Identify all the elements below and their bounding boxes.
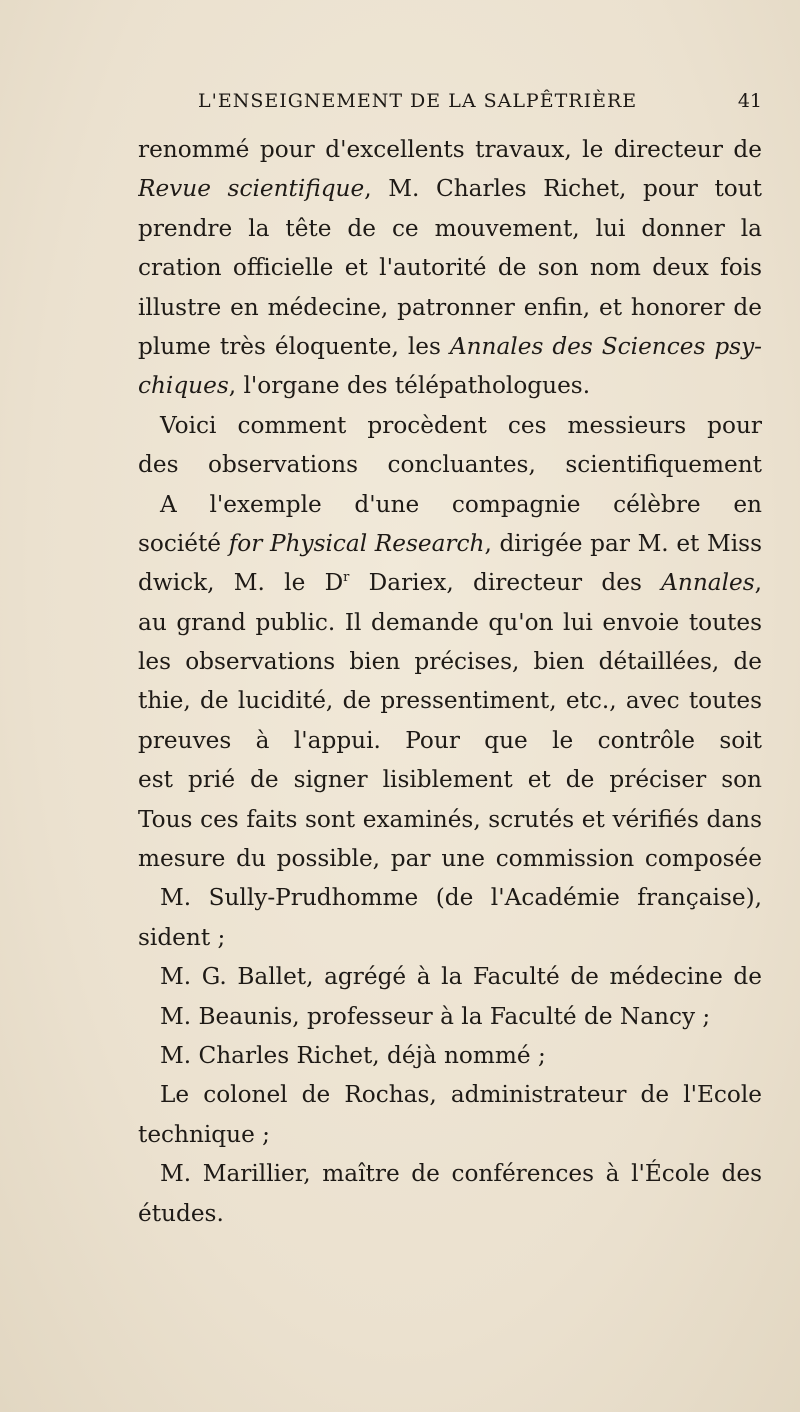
text-line <box>138 878 762 917</box>
text-segment: Tous ces faits sont examinés, scrutés et vérifiés dans <box>138 805 762 833</box>
text-line <box>138 800 762 839</box>
text-segment: est prié de signer lisiblement et de préciser son <box>138 766 762 794</box>
text-segment: , M. Charles Richet, pour tout <box>364 175 762 203</box>
text-line <box>138 1194 762 1233</box>
text-line <box>138 760 762 799</box>
text-segment: , dirigée par M. et Miss <box>484 529 762 557</box>
text-line <box>138 366 762 405</box>
text-line <box>138 209 762 248</box>
text-line <box>138 721 762 760</box>
text-segment: prendre la tête de ce mouvement, lui donner la <box>138 214 762 242</box>
text-segment: M. Marillier, maître de conférences à l'École des <box>160 1160 762 1188</box>
italic-text: for Physical Research <box>228 529 485 557</box>
text-line <box>138 957 762 996</box>
superscript: r <box>343 570 350 586</box>
text-line <box>138 918 762 957</box>
text-segment: au grand public. Il demande qu'on lui envoie toutes <box>138 608 762 636</box>
text-segment: mesure du possible, par une commission composée <box>138 845 762 873</box>
text-line <box>138 1154 762 1193</box>
text-segment: thie, de lucidité, de pressentiment, etc., avec toutes <box>138 687 762 715</box>
text-line <box>138 248 762 287</box>
text-segment: des observations concluantes, scientifiquement <box>138 451 762 479</box>
italic-text: chiques <box>138 372 229 400</box>
page-header <box>138 90 762 120</box>
text-line <box>138 524 762 563</box>
text-segment: Le colonel de Rochas, administrateur de l'Ecole <box>160 1081 762 1109</box>
text-line <box>138 169 762 208</box>
text-line <box>138 130 762 169</box>
body-text <box>138 130 762 1233</box>
text-line <box>138 839 762 878</box>
text-segment: Dariex, directeur des <box>349 569 662 597</box>
text-segment: renommé pour d'excellents travaux, le directeur de <box>138 136 762 163</box>
text-line <box>138 485 762 524</box>
italic-text: Revue scientifique <box>138 175 365 203</box>
text-segment: sident ; <box>138 923 226 951</box>
text-segment: les observations bien précises, bien détaillées, de <box>138 648 762 676</box>
text-segment: , l'organe des télépathologues. <box>228 372 591 400</box>
text-segment: preuves à l'appui. Pour que le contrôle soit <box>138 726 762 754</box>
text-line <box>138 1115 762 1154</box>
page-number: 41 <box>737 90 762 112</box>
text-line <box>138 327 762 366</box>
text-segment: A l'exemple d'une compagnie célèbre en <box>160 490 762 518</box>
text-segment: société <box>138 529 229 557</box>
text-line <box>138 445 762 484</box>
text-segment: plume très éloquente, les <box>138 332 450 360</box>
text-line <box>138 642 762 681</box>
italic-text: Annales des Sciences psy- <box>449 332 762 360</box>
text-segment: Voici comment procèdent ces messieurs pour <box>160 411 762 439</box>
text-line <box>138 997 762 1036</box>
text-segment: , <box>754 569 762 597</box>
text-segment: M. G. Ballet, agrégé à la Faculté de médecine de <box>160 963 762 991</box>
running-title: L'ENSEIGNEMENT DE LA SALPÊTRIÈRE <box>198 90 638 112</box>
text-line <box>138 681 762 720</box>
text-line <box>138 288 762 327</box>
text-segment: technique ; <box>138 1120 270 1148</box>
text-segment: cration officielle et l'autorité de son nom deux fois <box>138 254 762 282</box>
italic-text: Annales <box>661 569 755 597</box>
text-segment: études. <box>138 1199 224 1227</box>
text-line <box>138 406 762 445</box>
text-line <box>138 1075 762 1114</box>
text-segment: M. Sully-Prudhomme (de l'Académie française), <box>160 884 762 912</box>
text-line <box>138 563 762 602</box>
text-segment: illustre en médecine, patronner enfin, et honorer de <box>138 293 762 321</box>
text-line <box>138 1036 762 1075</box>
text-segment: M. Beaunis, professeur à la Faculté de Nancy ; <box>160 1002 711 1030</box>
text-line <box>138 603 762 642</box>
text-segment: M. Charles Richet, déjà nommé ; <box>160 1041 546 1069</box>
text-segment: dwick, M. le D <box>138 569 344 597</box>
